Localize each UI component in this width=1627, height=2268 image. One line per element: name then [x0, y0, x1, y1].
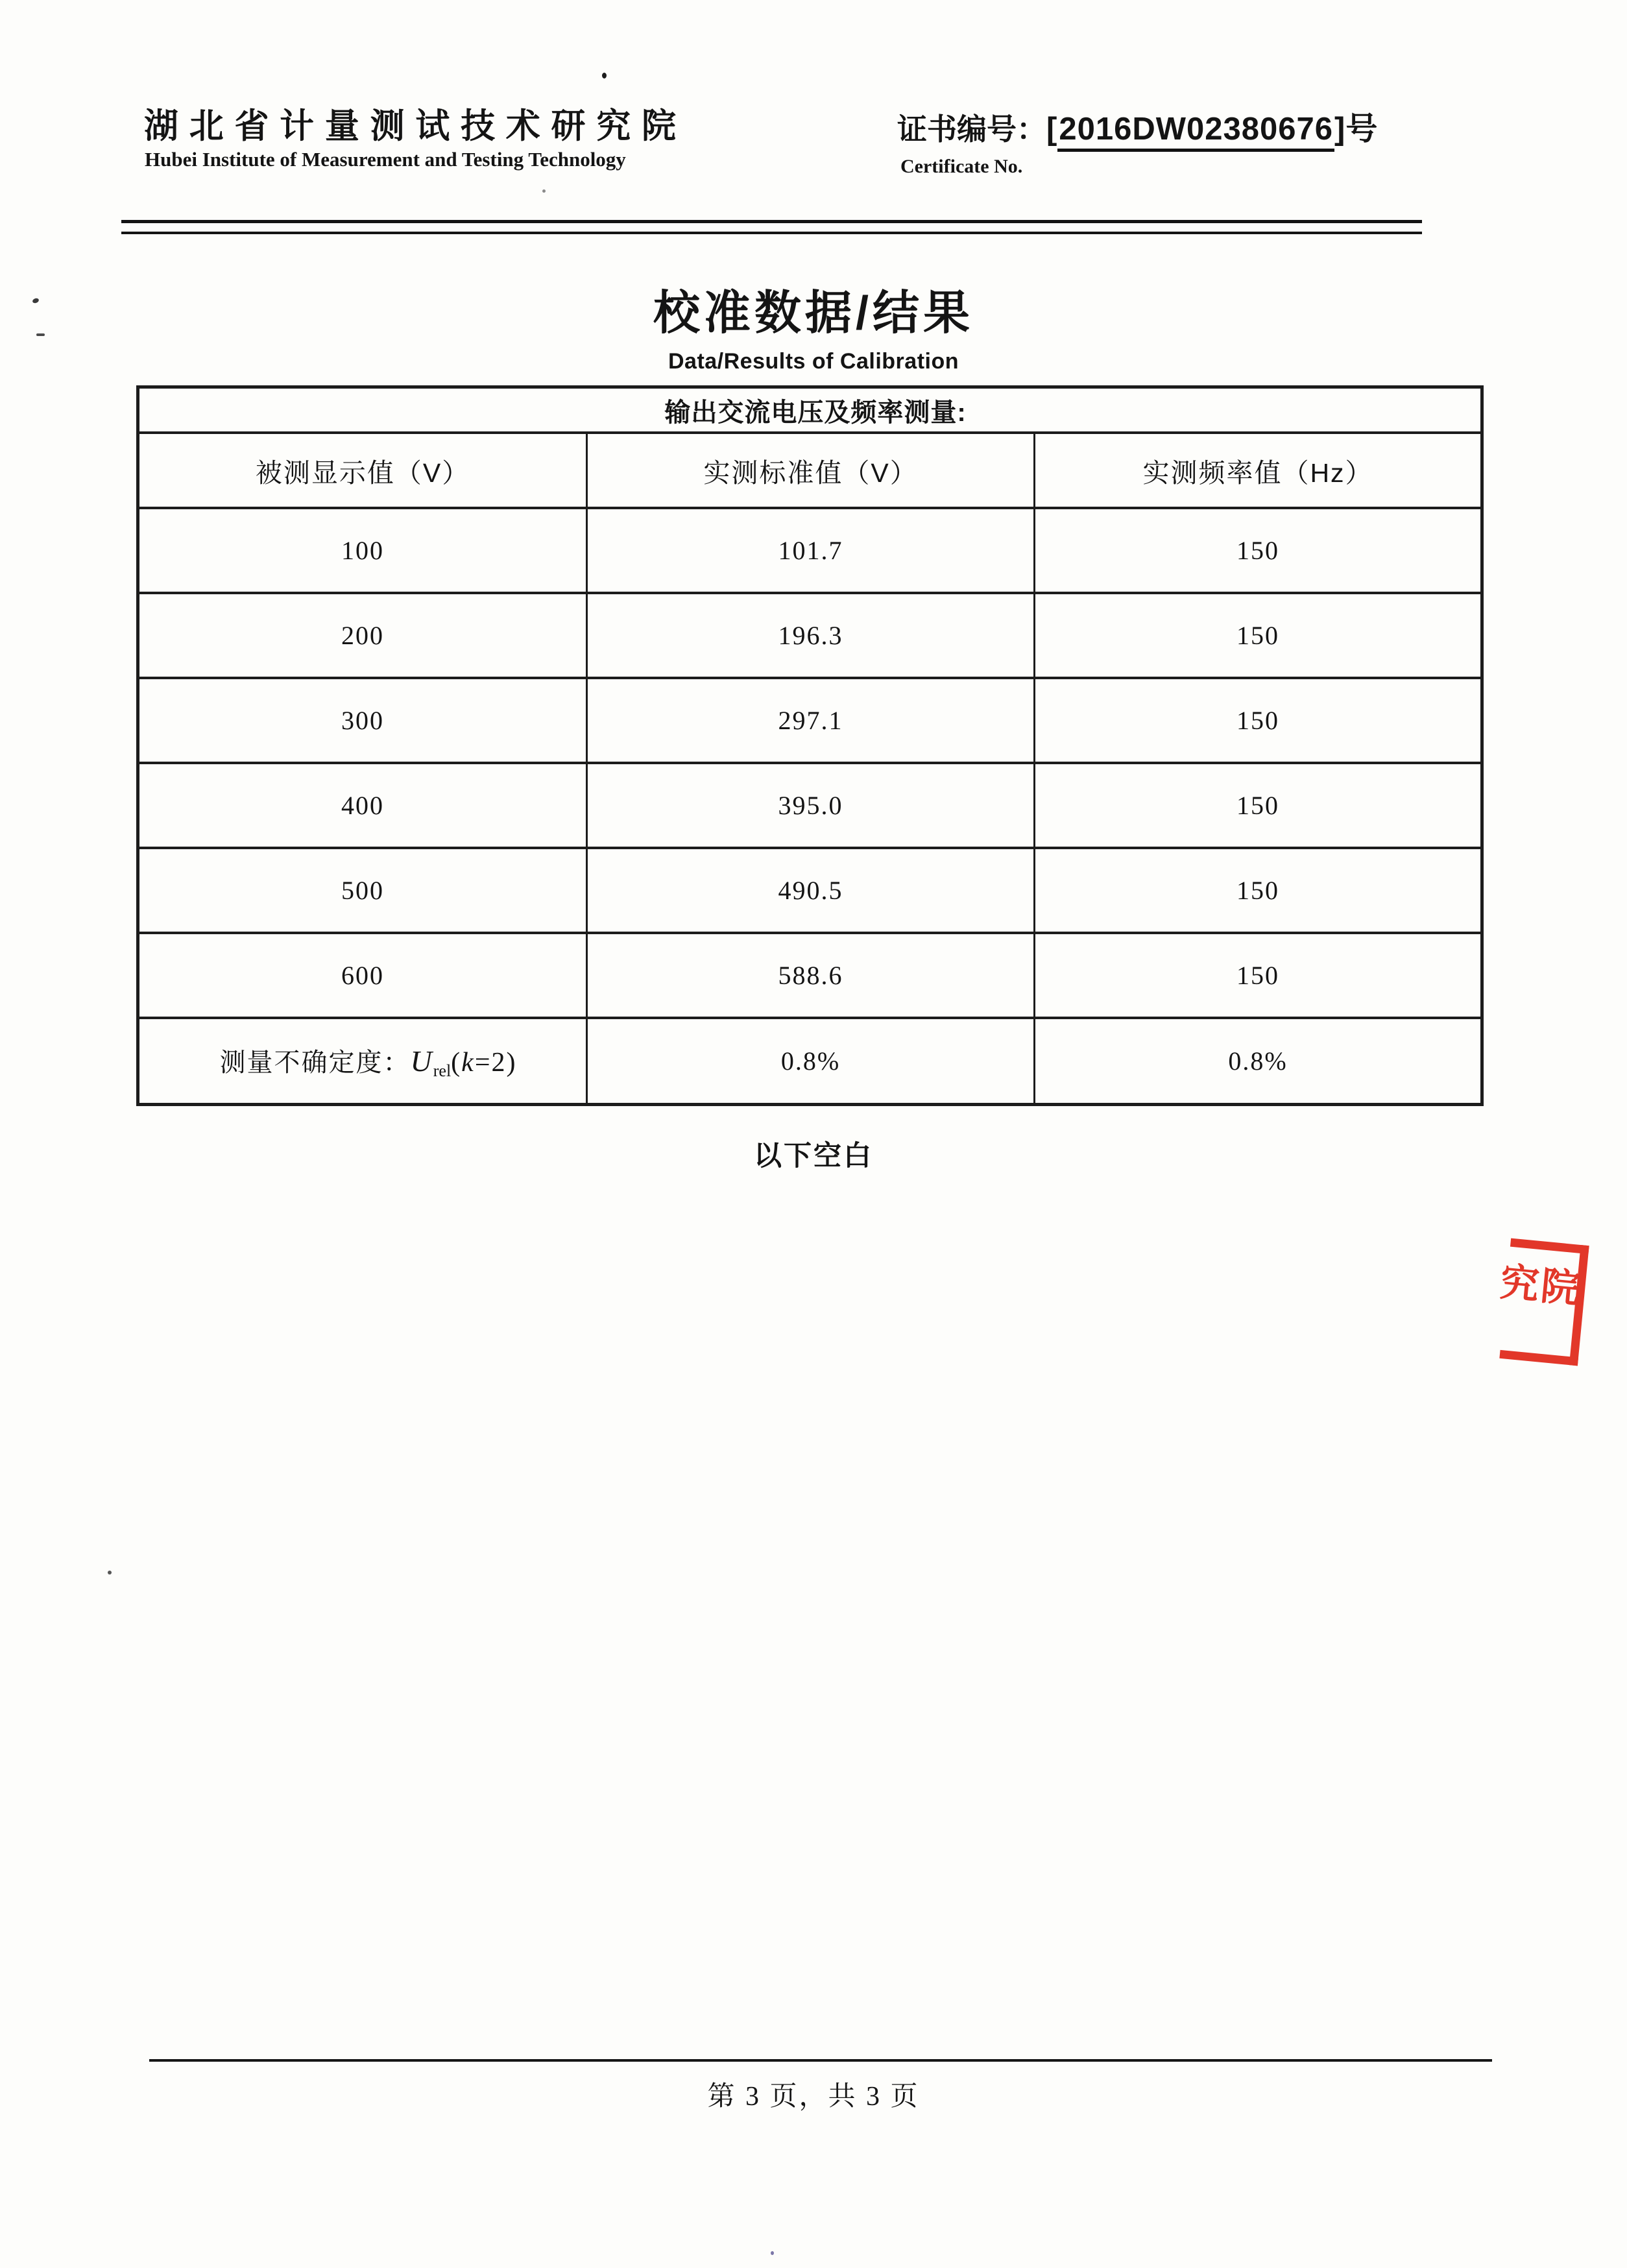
blank-below-note: 以下空白	[754, 1140, 873, 1172]
table-header-row	[138, 433, 1482, 508]
table-cell: 600	[138, 933, 587, 1018]
uncertainty-label-text: 测量不确定度：	[219, 1047, 411, 1077]
table-row	[138, 508, 1482, 593]
table-cell: 100	[138, 508, 587, 593]
scan-speck	[602, 73, 607, 78]
certificate-bracket-close: ]	[1334, 112, 1346, 147]
certificate-label-cn: 证书编号：	[897, 112, 1046, 146]
table-row	[138, 678, 1482, 763]
table-cell: 150	[1035, 933, 1482, 1018]
table-section-row	[138, 387, 1482, 433]
institute-name-cn: 湖 北 省 计 量 测 试 技 术 研 究 院	[144, 107, 677, 145]
table-cell: 150	[1035, 593, 1482, 678]
page-title-cn: 校准数据/结果	[653, 287, 974, 339]
column-header-measured-frequency: 实测频率值（Hz）	[1035, 433, 1482, 508]
table-cell: 588.6	[587, 933, 1035, 1018]
page-title-en: Data/Results of Calibration	[668, 349, 959, 374]
calibration-data-table	[136, 385, 1484, 1106]
uncertainty-row	[138, 1018, 1482, 1105]
table-cell: 490.5	[587, 848, 1035, 933]
table-section-label: 输出交流电压及频率测量:	[138, 387, 1482, 433]
institute-name-en: Hubei Institute of Measurement and Testing Technology	[145, 148, 626, 171]
table-cell: 400	[138, 763, 587, 848]
table-cell: 150	[1035, 763, 1482, 848]
table-cell: 200	[138, 593, 587, 678]
certificate-number-line	[897, 104, 1378, 149]
uncertainty-label	[138, 1018, 587, 1105]
table-cell: 500	[138, 848, 587, 933]
uncertainty-frequency-value: 0.8%	[1035, 1018, 1482, 1105]
uncertainty-paren-open: (	[451, 1047, 462, 1078]
header-divider-double-rule	[121, 220, 1422, 234]
red-seal-partial	[1499, 1238, 1589, 1366]
scan-speck	[108, 1571, 112, 1574]
uncertainty-symbol: U	[410, 1044, 433, 1078]
scan-speck	[36, 333, 45, 336]
certificate-number-group	[1046, 112, 1378, 152]
column-header-measured-standard-value: 实测标准值（V）	[587, 433, 1035, 508]
certificate-suffix: 号	[1345, 112, 1379, 147]
footer-divider-rule	[149, 2059, 1492, 2062]
table-row	[138, 593, 1482, 678]
table-cell: 297.1	[587, 678, 1035, 763]
uncertainty-paren-rest: =2)	[474, 1047, 517, 1078]
scan-speck	[771, 2251, 774, 2255]
table-cell: 150	[1035, 508, 1482, 593]
table-cell: 150	[1035, 678, 1482, 763]
scan-speck	[542, 189, 546, 193]
certificate-bracket-open: [	[1046, 112, 1058, 147]
table-cell: 300	[138, 678, 587, 763]
table-cell: 101.7	[587, 508, 1035, 593]
page-number-indicator: 第 3 页，共 3 页	[707, 2082, 920, 2112]
column-header-displayed-value: 被测显示值（V）	[138, 433, 587, 508]
table-row	[138, 763, 1482, 848]
table-cell: 395.0	[587, 763, 1035, 848]
table-cell: 196.3	[587, 593, 1035, 678]
uncertainty-voltage-value: 0.8%	[587, 1018, 1035, 1105]
certificate-number: 2016DW02380676	[1057, 112, 1334, 152]
certificate-label-en: Certificate No.	[900, 156, 1023, 177]
uncertainty-symbol-subscript: rel	[433, 1061, 452, 1080]
table-row	[138, 933, 1482, 1018]
red-seal-text: 究院	[1498, 1260, 1584, 1312]
table-cell: 150	[1035, 848, 1482, 933]
table-row	[138, 848, 1482, 933]
uncertainty-k-symbol: k	[461, 1047, 475, 1078]
